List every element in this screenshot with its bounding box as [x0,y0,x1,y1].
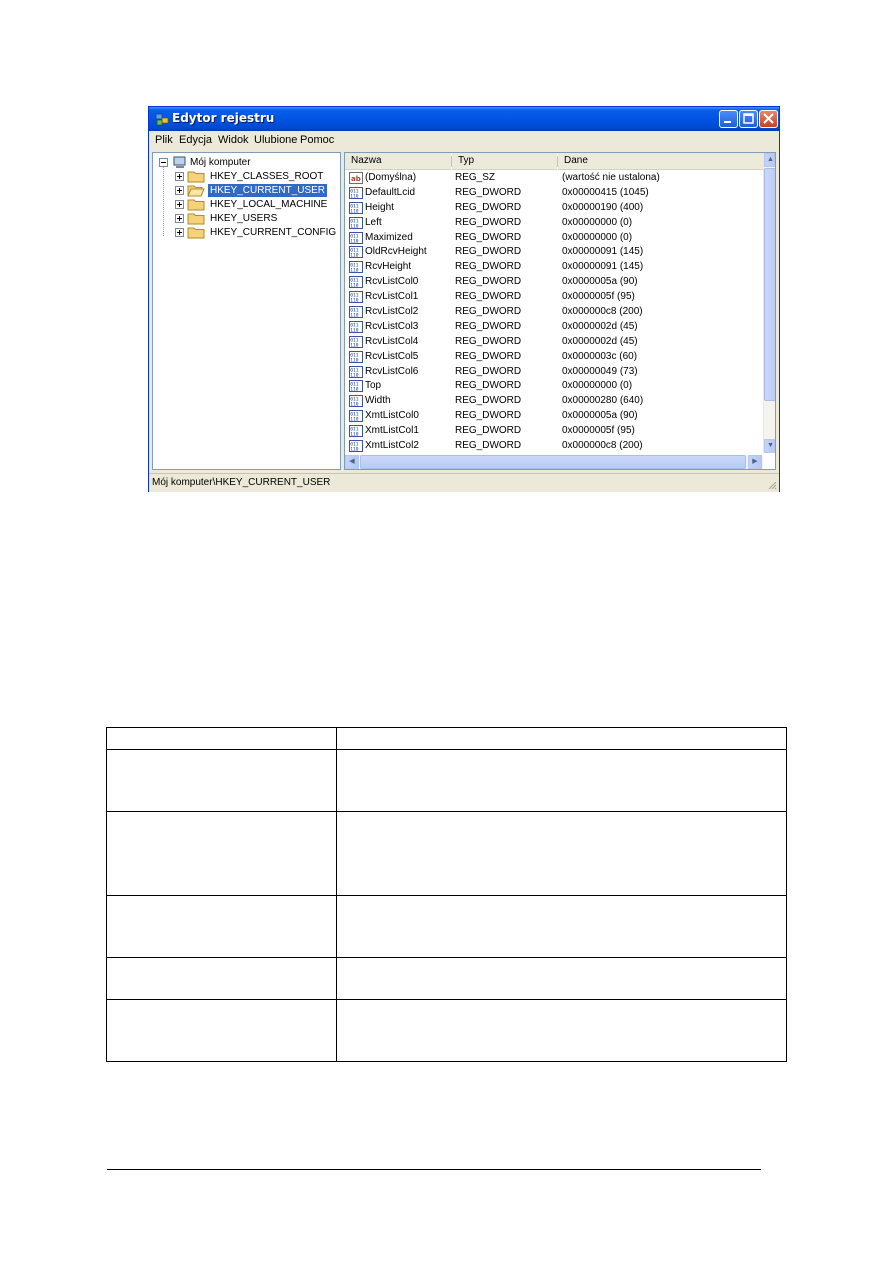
svg-text:011: 011 [350,308,359,314]
value-name: Left [365,216,382,228]
value-type: REG_DWORD [455,291,522,303]
tree-node-label: HKEY_USERS [210,213,278,224]
window-title: Edytor rejestru [172,111,275,125]
open-folder-icon [187,184,205,197]
table-row [107,728,787,750]
table-cell [337,812,787,896]
value-type: REG_DWORD [455,395,522,407]
binary-value-icon [349,276,363,288]
table-cell [337,1000,787,1062]
value-data: 0x0000005f (95) [562,291,635,303]
vertical-scroll-thumb[interactable] [764,168,776,401]
value-data: 0x00000415 (1045) [562,186,649,198]
svg-text:011: 011 [350,219,359,225]
tree-node-hkey-classes-root[interactable] [175,170,325,184]
value-data: 0x0000005a (90) [562,276,638,288]
table-cell [337,750,787,812]
expand-toggle-icon[interactable] [175,228,184,237]
column-header-label: Typ [458,155,475,166]
table-cell [337,896,787,958]
table-cell [337,958,787,1000]
svg-text:ab: ab [351,175,361,183]
menu-pomoc[interactable]: Pomoc [300,134,335,146]
binary-value-icon [349,321,363,333]
table-cell [107,896,337,958]
value-name: XmtListCol0 [365,410,419,422]
value-name: OldRcvHeight [365,246,427,258]
svg-text:110: 110 [350,253,359,259]
value-data: 0x000000c8 (200) [562,306,643,318]
svg-text:011: 011 [350,263,359,269]
table-cell [107,728,337,750]
value-row[interactable] [345,409,763,424]
value-data: 0x0000005f (95) [562,425,635,437]
column-header-label: Dane [564,155,588,166]
table-cell [337,728,787,750]
menu-bar [149,131,779,150]
column-header-nazwa[interactable] [345,153,451,170]
scroll-right-button[interactable]: ▶ [748,455,762,469]
folder-icon [187,170,205,183]
value-type: REG_DWORD [455,231,522,243]
value-data: 0x000000c8 (200) [562,440,643,452]
value-data: 0x00000280 (640) [562,395,644,407]
value-data: 0x00000000 (0) [562,380,633,392]
expand-toggle-icon[interactable] [175,172,184,181]
value-type: REG_DWORD [455,335,522,347]
value-type: REG_DWORD [455,440,522,452]
value-data: (wartość nie ustalona) [562,172,660,183]
tree-node-hkey-local-machine[interactable] [175,198,328,212]
value-row[interactable] [345,379,763,394]
value-row[interactable] [345,394,763,409]
svg-text:011: 011 [350,412,359,418]
value-type: REG_DWORD [455,246,522,258]
svg-text:110: 110 [350,328,359,333]
tree-node-hkey-users[interactable] [175,212,325,226]
value-name: Width [365,395,391,407]
binary-value-icon [349,380,363,392]
svg-text:011: 011 [350,204,359,210]
svg-text:011: 011 [350,368,359,374]
value-type: REG_DWORD [455,261,522,273]
value-name: RcvListCol5 [365,350,419,362]
value-type: REG_DWORD [455,320,522,332]
value-row[interactable] [345,216,763,231]
menu-edycja[interactable]: Edycja [179,134,213,146]
expand-toggle-icon[interactable] [175,186,184,195]
svg-text:011: 011 [350,427,359,433]
svg-text:110: 110 [350,224,359,229]
value-name: RcvListCol3 [365,320,419,332]
value-name: RcvListCol1 [365,291,419,303]
value-row[interactable] [345,260,763,275]
value-type: REG_DWORD [455,350,522,362]
value-data: 0x0000003c (60) [562,350,638,362]
menu-plik[interactable]: Plik [155,134,173,146]
value-row[interactable] [345,186,763,201]
string-value-icon [349,172,363,184]
value-row[interactable] [345,320,763,335]
svg-text:011: 011 [350,338,359,344]
value-data: 0x0000002d (45) [562,335,638,347]
table-row [107,812,787,896]
key-tree-pane[interactable] [152,152,341,470]
binary-value-icon [349,366,363,378]
resize-grip-icon[interactable] [767,480,777,490]
svg-text:110: 110 [350,239,359,244]
binary-value-icon [349,336,363,348]
tree-node-label: HKEY_LOCAL_MACHINE [210,199,328,210]
value-name: RcvHeight [365,261,412,273]
svg-text:011: 011 [350,323,359,329]
value-type: REG_DWORD [455,306,522,318]
svg-text:011: 011 [350,248,359,254]
value-type: REG_DWORD [455,410,522,422]
minimize-icon [720,111,737,127]
footer-rule [107,1169,761,1170]
svg-text:110: 110 [350,447,359,453]
status-bar [149,473,779,492]
value-data: 0x0000002d (45) [562,320,638,332]
expand-toggle-icon[interactable] [175,200,184,209]
value-type: REG_DWORD [455,276,522,288]
svg-text:110: 110 [350,209,359,214]
value-data: 0x00000000 (0) [562,231,633,243]
menu-widok[interactable]: Widok [218,134,249,146]
value-row[interactable] [345,335,763,350]
svg-text:110: 110 [350,432,359,438]
value-data: 0x0000005a (90) [562,410,638,422]
value-row[interactable] [345,290,763,305]
svg-text:110: 110 [350,402,359,408]
value-name: RcvListCol2 [365,306,419,318]
value-type: REG_DWORD [455,380,522,392]
tree-node-hkey-current-user[interactable] [175,184,325,198]
binary-value-icon [349,187,363,199]
scroll-down-button[interactable]: ▼ [764,439,776,453]
computer-icon [173,156,187,169]
value-type: REG_DWORD [455,365,522,377]
column-header-dane[interactable] [558,153,763,170]
svg-text:110: 110 [350,194,359,199]
binary-value-icon [349,217,363,229]
binary-value-icon [349,440,363,452]
values-list-pane[interactable] [344,152,776,470]
value-type: REG_DWORD [455,186,522,198]
value-type: REG_DWORD [455,425,522,437]
svg-text:011: 011 [350,397,359,403]
svg-text:011: 011 [350,442,359,448]
binary-value-icon [349,291,363,303]
svg-text:110: 110 [350,313,359,319]
binary-value-icon [349,202,363,214]
svg-text:011: 011 [350,293,359,299]
close-button[interactable] [759,110,778,128]
binary-value-icon [349,246,363,258]
binary-value-icon [349,395,363,407]
table-cell [107,750,337,812]
document-table [106,727,787,1062]
tree-connector [163,167,164,236]
binary-value-icon [349,425,363,437]
tree-node-hkey-current-config[interactable] [175,226,337,240]
svg-text:110: 110 [350,358,359,363]
svg-text:110: 110 [350,283,359,289]
value-type: REG_DWORD [455,216,522,228]
table-row [107,1000,787,1062]
maximize-icon [740,111,757,127]
table-cell [107,958,337,1000]
vertical-scrollbar[interactable] [763,153,776,453]
value-name: Top [365,380,382,392]
title-bar[interactable] [149,107,779,131]
folder-icon [187,226,205,239]
value-name: RcvListCol6 [365,365,419,377]
maximize-button[interactable] [739,110,758,128]
value-row[interactable] [345,171,763,186]
binary-value-icon [349,306,363,318]
value-type: REG_DWORD [455,201,522,213]
table-row [107,958,787,1000]
value-row[interactable] [345,201,763,216]
value-data: 0x00000190 (400) [562,201,644,213]
value-data: 0x00000091 (145) [562,261,644,273]
svg-text:110: 110 [350,373,359,378]
binary-value-icon [349,351,363,363]
value-name: Height [365,201,394,213]
value-name: Maximized [365,231,413,243]
table-cell [107,1000,337,1062]
scroll-left-button[interactable]: ◀ [345,455,359,469]
table-row [107,896,787,958]
close-icon [760,111,777,127]
svg-text:110: 110 [350,298,359,304]
folder-icon [187,198,205,211]
table-cell [107,812,337,896]
menu-ulubione[interactable]: Ulubione [254,134,298,146]
svg-text:011: 011 [350,382,359,388]
minimize-button[interactable] [719,110,738,128]
status-path: Mój komputer\HKEY_CURRENT_USER [152,477,331,488]
value-row[interactable] [345,245,763,260]
value-name: DefaultLcid [365,186,416,198]
value-row[interactable] [345,275,763,290]
value-type: REG_SZ [455,172,496,183]
value-name: XmtListCol1 [365,425,419,437]
scroll-up-button[interactable]: ▲ [764,153,776,167]
column-header-typ[interactable] [452,153,557,170]
value-data: 0x00000000 (0) [562,216,633,228]
value-name: RcvListCol0 [365,276,419,288]
binary-value-icon [349,261,363,273]
value-data: 0x00000091 (145) [562,246,644,258]
svg-text:011: 011 [350,353,359,359]
svg-text:110: 110 [350,268,359,274]
binary-value-icon [349,232,363,244]
svg-text:110: 110 [350,417,359,423]
tree-node-label: HKEY_CURRENT_CONFIG [210,227,337,238]
column-header-label: Nazwa [351,155,382,166]
svg-text:110: 110 [350,343,359,348]
horizontal-scrollbar[interactable] [345,455,763,469]
values-rows [345,171,763,454]
value-row[interactable] [345,424,763,439]
svg-text:110: 110 [350,387,359,393]
tree-root-label: Mój komputer [190,157,251,168]
value-name: RcvListCol4 [365,335,419,347]
value-row[interactable] [345,305,763,320]
folder-icon [187,212,205,225]
value-data: 0x00000049 (73) [562,365,638,377]
tree-node-label: HKEY_CLASSES_ROOT [210,171,324,182]
svg-text:011: 011 [350,234,359,240]
value-row[interactable] [345,439,763,454]
value-name: (Domyślna) [365,172,417,183]
registry-editor-window [148,106,780,492]
tree-node-label-selected: HKEY_CURRENT_USER [210,185,326,196]
value-name: XmtListCol2 [365,440,419,452]
expand-toggle-icon[interactable] [175,214,184,223]
value-row[interactable] [345,365,763,380]
binary-value-icon [349,410,363,422]
registry-editor-icon [154,111,170,127]
horizontal-scroll-thumb[interactable] [360,455,746,469]
value-row[interactable] [345,231,763,246]
collapse-toggle-icon[interactable] [159,158,168,167]
table-row [107,750,787,812]
svg-text:011: 011 [350,278,359,284]
svg-text:011: 011 [350,189,359,195]
value-row[interactable] [345,350,763,365]
